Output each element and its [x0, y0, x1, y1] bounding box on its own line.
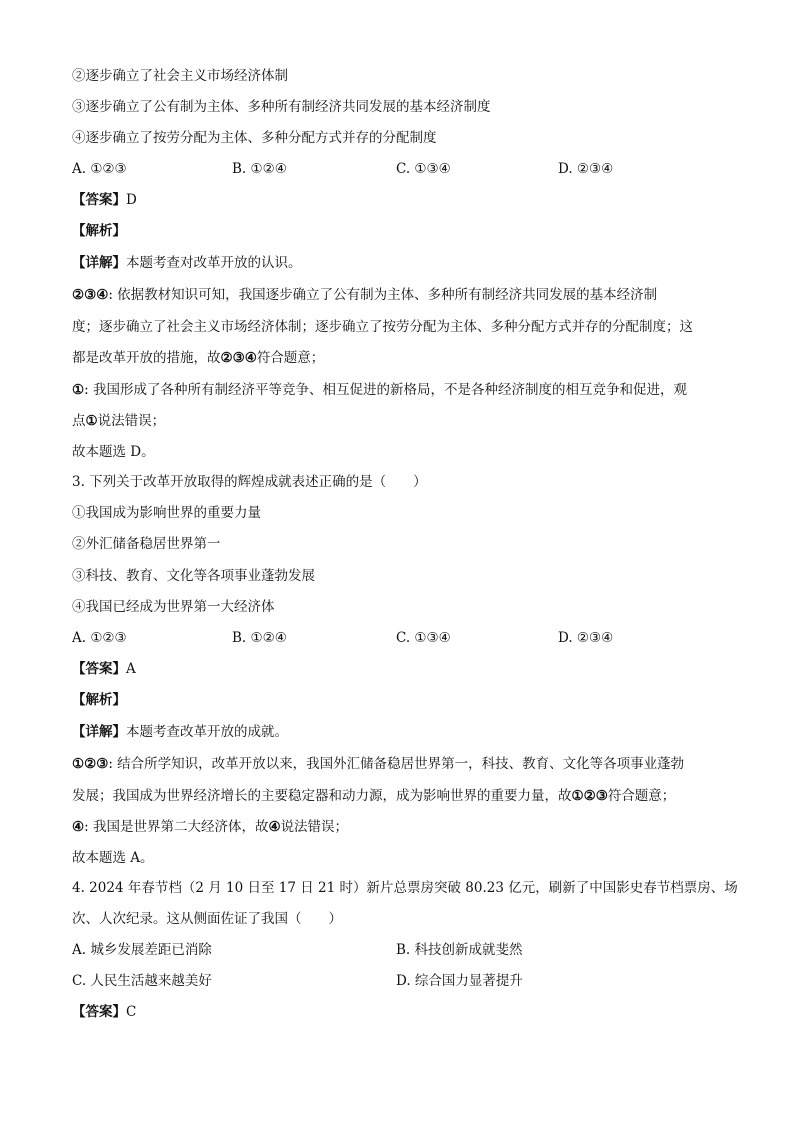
explain-text: 点 — [72, 413, 86, 429]
q3-conclusion: 故本题选 A。 — [72, 850, 154, 866]
q3-option-a: A. ①②③ — [72, 630, 127, 646]
explain-text: 说法错误； — [97, 413, 166, 429]
option-label: ① — [72, 382, 85, 398]
q4-options-row-2 — [72, 971, 722, 991]
q3-item-3: ③科技、教育、文化等各项事业蓬勃发展 — [72, 568, 315, 584]
q4-option-c: C. 人民生活越来越美好 — [72, 973, 212, 989]
answer-tag: 【答案】 — [72, 192, 126, 208]
option-label: ①②③ — [72, 756, 109, 772]
q3-option-b: B. ①②④ — [232, 630, 287, 646]
q2-option-d: D. ②③④ — [558, 161, 614, 177]
q4-option-a: A. 城乡发展差距已消除 — [72, 942, 212, 958]
detail-tag: 【详解】 — [72, 724, 126, 740]
q2-explain-1-line-2: 度；逐步确立了社会主义市场经济体制；逐步确立了按劳分配为主体、多种分配方式并存的分配制度；这 — [72, 319, 693, 335]
q4-option-d: D. 综合国力显著提升 — [396, 973, 523, 989]
option-label: ④ — [72, 819, 85, 835]
q3-options — [72, 628, 722, 648]
q2-option-c: C. ①③④ — [396, 161, 451, 177]
explain-text: : 结合所学知识，改革开放以来，我国外汇储备稳居世界第一，科技、教育、文化等各项事业蓬勃 — [108, 756, 685, 772]
option-label: ④ — [268, 819, 281, 835]
q4-option-b: B. 科技创新成就斐然 — [396, 942, 523, 958]
explain-text: 符合题意； — [607, 788, 676, 804]
q3-item-1: ①我国成为影响世界的重要力量 — [72, 505, 261, 521]
q3-explain-2-line-1 — [72, 817, 348, 837]
option-label: ②③④ — [220, 350, 257, 366]
q2-options — [72, 159, 722, 179]
explain-text: : 我国形成了各种所有制经济平等竞争、相互促进的新格局，不是各种经济制度的相互竞争和促进，观 — [84, 382, 687, 398]
q2-conclusion: 故本题选 D。 — [72, 444, 155, 460]
q3-option-c: C. ①③④ — [396, 630, 451, 646]
answer-value: D — [126, 192, 137, 208]
explain-text: 符合题意； — [256, 350, 325, 366]
explain-text: 说法错误； — [280, 819, 349, 835]
explain-text: : 依据教材知识可知，我国逐步确立了公有制为主体、多种所有制经济共同发展的基本经济制 — [108, 287, 658, 303]
q4-stem-line-2: 次、人次纪录。这从侧面佐证了我国（ ） — [72, 911, 342, 927]
q2-answer — [72, 190, 137, 210]
q2-item-2: ②逐步确立了社会主义市场经济体制 — [72, 68, 288, 84]
q4-options-row-1 — [72, 940, 722, 960]
q2-option-b: B. ①②④ — [232, 161, 287, 177]
answer-value: C — [126, 1004, 137, 1020]
explain-text: 发展；我国成为世界经济增长的主要稳定器和动力源，成为影响世界的重要力量，故 — [72, 788, 572, 804]
q2-explain-2-line-1 — [72, 380, 687, 400]
answer-value: A — [126, 661, 136, 677]
detail-text: 本题考查对改革开放的认识。 — [126, 255, 302, 271]
q3-answer — [72, 659, 136, 679]
detail-tag: 【详解】 — [72, 255, 126, 271]
answer-tag: 【答案】 — [72, 1004, 126, 1020]
q4-stem-line-1: 4. 2024 年春节档（2 月 10 日至 17 日 21 时）新片总票房突破 80.23 亿元，刷新了中国影史春节档票房、场 — [72, 880, 738, 896]
detail-text: 本题考查改革开放的成就。 — [126, 724, 288, 740]
q3-item-4: ④我国已经成为世界第一大经济体 — [72, 599, 275, 615]
q3-stem: 3. 下列关于改革开放取得的辉煌成就表述正确的是（ ） — [72, 474, 427, 490]
q2-item-3: ③逐步确立了公有制为主体、多种所有制经济共同发展的基本经济制度 — [72, 99, 491, 115]
q3-detail — [72, 722, 288, 742]
q3-option-d: D. ②③④ — [558, 630, 614, 646]
option-label: ① — [85, 413, 98, 429]
q3-analysis-tag: 【解析】 — [72, 692, 126, 708]
explain-text: 都是改革开放的措施，故 — [72, 350, 221, 366]
option-label: ②③④ — [72, 287, 109, 303]
q2-option-a: A. ①②③ — [72, 161, 127, 177]
q2-explain-1-line-1 — [72, 285, 657, 305]
q3-explain-1-line-2 — [72, 786, 675, 806]
q2-analysis-tag: 【解析】 — [72, 223, 126, 239]
q4-answer — [72, 1002, 136, 1022]
q2-explain-2-line-2 — [72, 411, 165, 431]
q2-item-4: ④逐步确立了按劳分配为主体、多种分配方式并存的分配制度 — [72, 130, 437, 146]
option-label: ①②③ — [571, 788, 608, 804]
explain-text: : 我国是世界第二大经济体，故 — [84, 819, 269, 835]
answer-tag: 【答案】 — [72, 661, 126, 677]
q3-item-2: ②外汇储备稳居世界第一 — [72, 536, 221, 552]
q2-explain-1-line-3 — [72, 348, 324, 368]
q2-detail — [72, 253, 302, 273]
q3-explain-1-line-1 — [72, 754, 684, 774]
